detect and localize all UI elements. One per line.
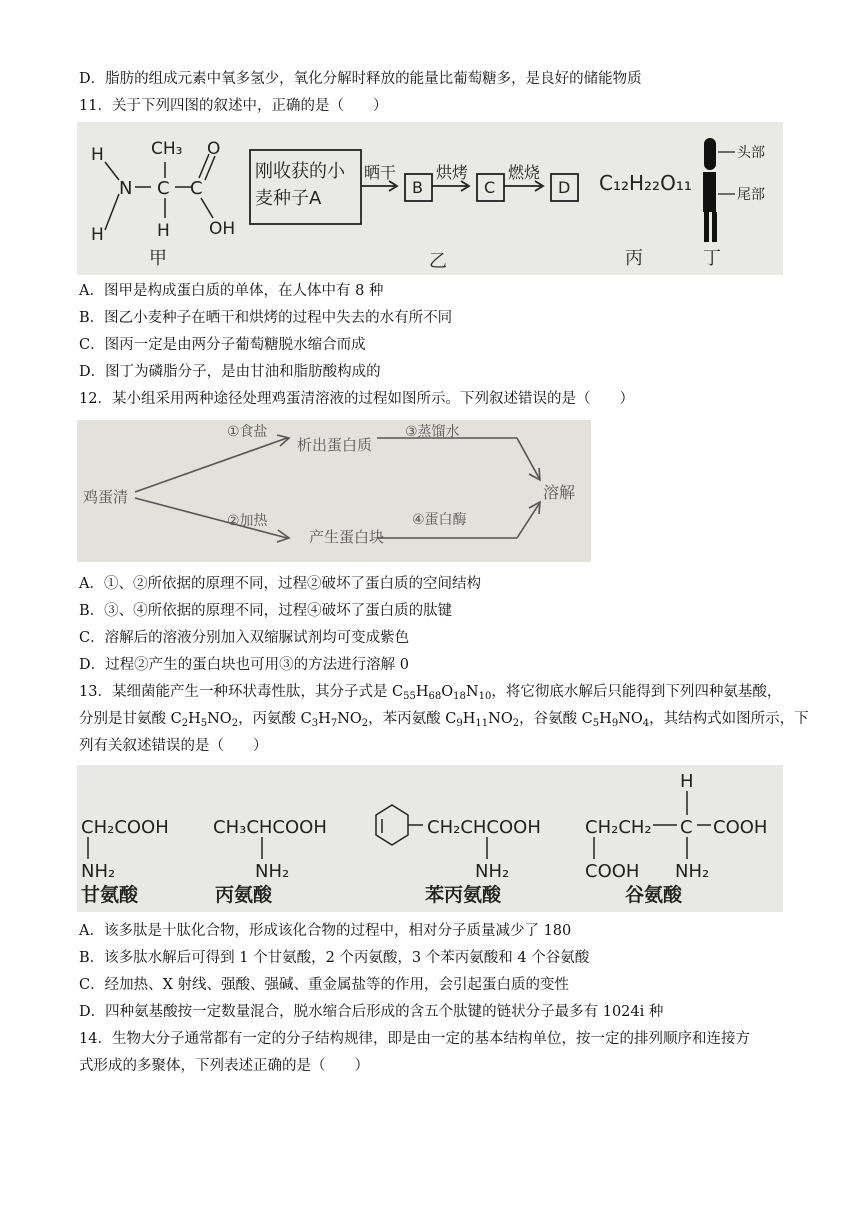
yi-arrow1-label: 晒干 (364, 163, 397, 182)
yi-c: C (484, 178, 496, 197)
glu-nh2: NH₂ (675, 861, 710, 882)
yi-arrow3-label: 燃烧 (508, 163, 541, 182)
fig12-top-mid: 析出蛋白质 (297, 436, 373, 454)
jia-label: 甲 (149, 248, 167, 269)
fig12-bottom-mid: 产生蛋白块 (309, 528, 385, 546)
question-14-line1: 14．生物大分子通常都有一定的分子结构规律，即是由一定的基本结构单位，按一定的排列顺序和连接方 (79, 1031, 750, 1047)
phe-name: 苯丙氨酸 (425, 884, 502, 906)
q12-option-d: D．过程②产生的蛋白块也可用③的方法进行溶解 0 (79, 657, 409, 673)
glu-c: C (680, 817, 693, 838)
gly-name: 甘氨酸 (81, 884, 139, 906)
figure-12 (77, 420, 591, 562)
ala-formula: CH₃CHCOOH (213, 817, 327, 838)
glu-cooh2: COOH (585, 861, 640, 882)
jia-oh: OH (209, 219, 236, 239)
question-13-line1: 13．某细菌能产生一种环状毒性肽，其分子式是 $C_{55}H_{68}O_{18}N_{10}$，将它彻底水解后只能得到下列四种氨基酸， (79, 684, 782, 702)
glu-cooh1: COOH (713, 817, 768, 838)
yi-arrow2-label: 烘烤 (436, 163, 469, 182)
q13-option-c: C．经加热、X 射线、强酸、强碱、重金属盐等的作用，会引起蛋白质的变性 (79, 977, 570, 993)
figure-ding (703, 138, 717, 242)
yi-d: D (558, 178, 571, 197)
bing-label: 丙 (625, 248, 643, 269)
jia-n: N (119, 178, 133, 199)
q11-option-b: B．图乙小麦种子在晒干和烘烤的过程中失去的水有所不同 (79, 310, 453, 326)
jia-h1: H (91, 145, 104, 165)
jia-c2: C (190, 178, 203, 199)
question-13-line3: 列有关叙述错误的是（ ） (79, 738, 268, 754)
glu-name: 谷氨酸 (625, 884, 683, 906)
ala-name: 丙氨酸 (215, 884, 273, 906)
jia-ch3: CH₃ (151, 139, 183, 159)
q13-option-a: A．该多肽是十肽化合物，形成该化合物的过程中，相对分子质量减少了 180 (79, 923, 572, 939)
jia-c1: C (157, 178, 170, 199)
fig12-top-step2: ③蒸馏水 (405, 424, 460, 440)
q12-option-a: A．①、②所依据的原理不同，过程②破坏了蛋白质的空间结构 (79, 576, 481, 592)
glu-h: H (680, 771, 694, 792)
q13-option-d: D．四种氨基酸按一定数量混合，脱水缩合后形成的含五个肽键的链状分子最多有 1024i 种 (79, 1004, 664, 1020)
jia-h2: H (91, 225, 104, 245)
q12-option-c: C．溶解后的溶液分别加入双缩脲试剂均可变成紫色 (79, 630, 410, 646)
gly-formula: CH₂COOH (81, 817, 169, 838)
ala-nh2: NH₂ (255, 861, 290, 882)
gly-nh2: NH₂ (81, 861, 116, 882)
question-13-line2: 分别是甘氨酸 $C_2H_5NO_2$，丙氨酸 $C_3H_7NO_2$，苯丙氨酸 $C_9H_{11}NO_2$，谷氨酸 $C_5H_9NO_4$，其结构式如图所示，下 (79, 711, 809, 729)
glu-chain: CH₂CH₂ (585, 817, 652, 838)
q11-option-d: D．图丁为磷脂分子，是由甘油和脂肪酸构成的 (79, 364, 381, 380)
q11-option-c: C．图丙一定是由两分子葡萄糖脱水缩合而成 (79, 337, 366, 353)
ding-tail: 尾部 (737, 187, 765, 203)
question-11: 11．关于下列四图的叙述中，正确的是（ ） (79, 98, 388, 114)
fig12-bottom-step: ②加热 (227, 513, 268, 529)
ding-head: 头部 (737, 145, 765, 161)
ding-label: 丁 (703, 248, 721, 269)
phe-nh2: NH₂ (475, 861, 510, 882)
fig12-top-step: ①食盐 (227, 424, 268, 440)
yi-box1-line2: 麦种子A (255, 188, 322, 209)
fig12-end: 溶解 (543, 483, 576, 502)
question-12: 12．某小组采用两种途径处理鸡蛋清溶液的过程如图所示。下列叙述错误的是（ ） (79, 391, 634, 407)
question-14-line2: 式形成的多聚体，下列表述正确的是（ ） (79, 1058, 369, 1074)
fig12-bottom-step2: ④蛋白酶 (412, 512, 467, 528)
q12-option-b: B．③、④所依据的原理不同，过程④破坏了蛋白质的肽键 (79, 603, 453, 619)
figure-13 (77, 765, 783, 912)
phe-formula: CH₂CHCOOH (427, 817, 541, 838)
jia-h3: H (157, 221, 170, 241)
jia-o: O (207, 139, 221, 159)
q13-option-b: B．该多肽水解后可得到 1 个甘氨酸，2 个丙氨酸，3 个苯丙氨酸和 4 个谷氨酸 (79, 950, 590, 966)
bing-formula: C₁₂H₂₂O₁₁ (599, 171, 692, 195)
q11-option-a: A．图甲是构成蛋白质的单体，在人体中有 8 种 (79, 283, 384, 299)
figure-11 (77, 122, 783, 275)
yi-label: 乙 (429, 251, 447, 272)
option-d-line: D．脂肪的组成元素中氧多氢少，氧化分解时释放的能量比葡萄糖多，是良好的储能物质 (79, 71, 642, 87)
yi-b: B (412, 178, 423, 197)
fig12-start: 鸡蛋清 (83, 488, 129, 506)
yi-box1-line1: 刚收获的小 (255, 161, 345, 182)
